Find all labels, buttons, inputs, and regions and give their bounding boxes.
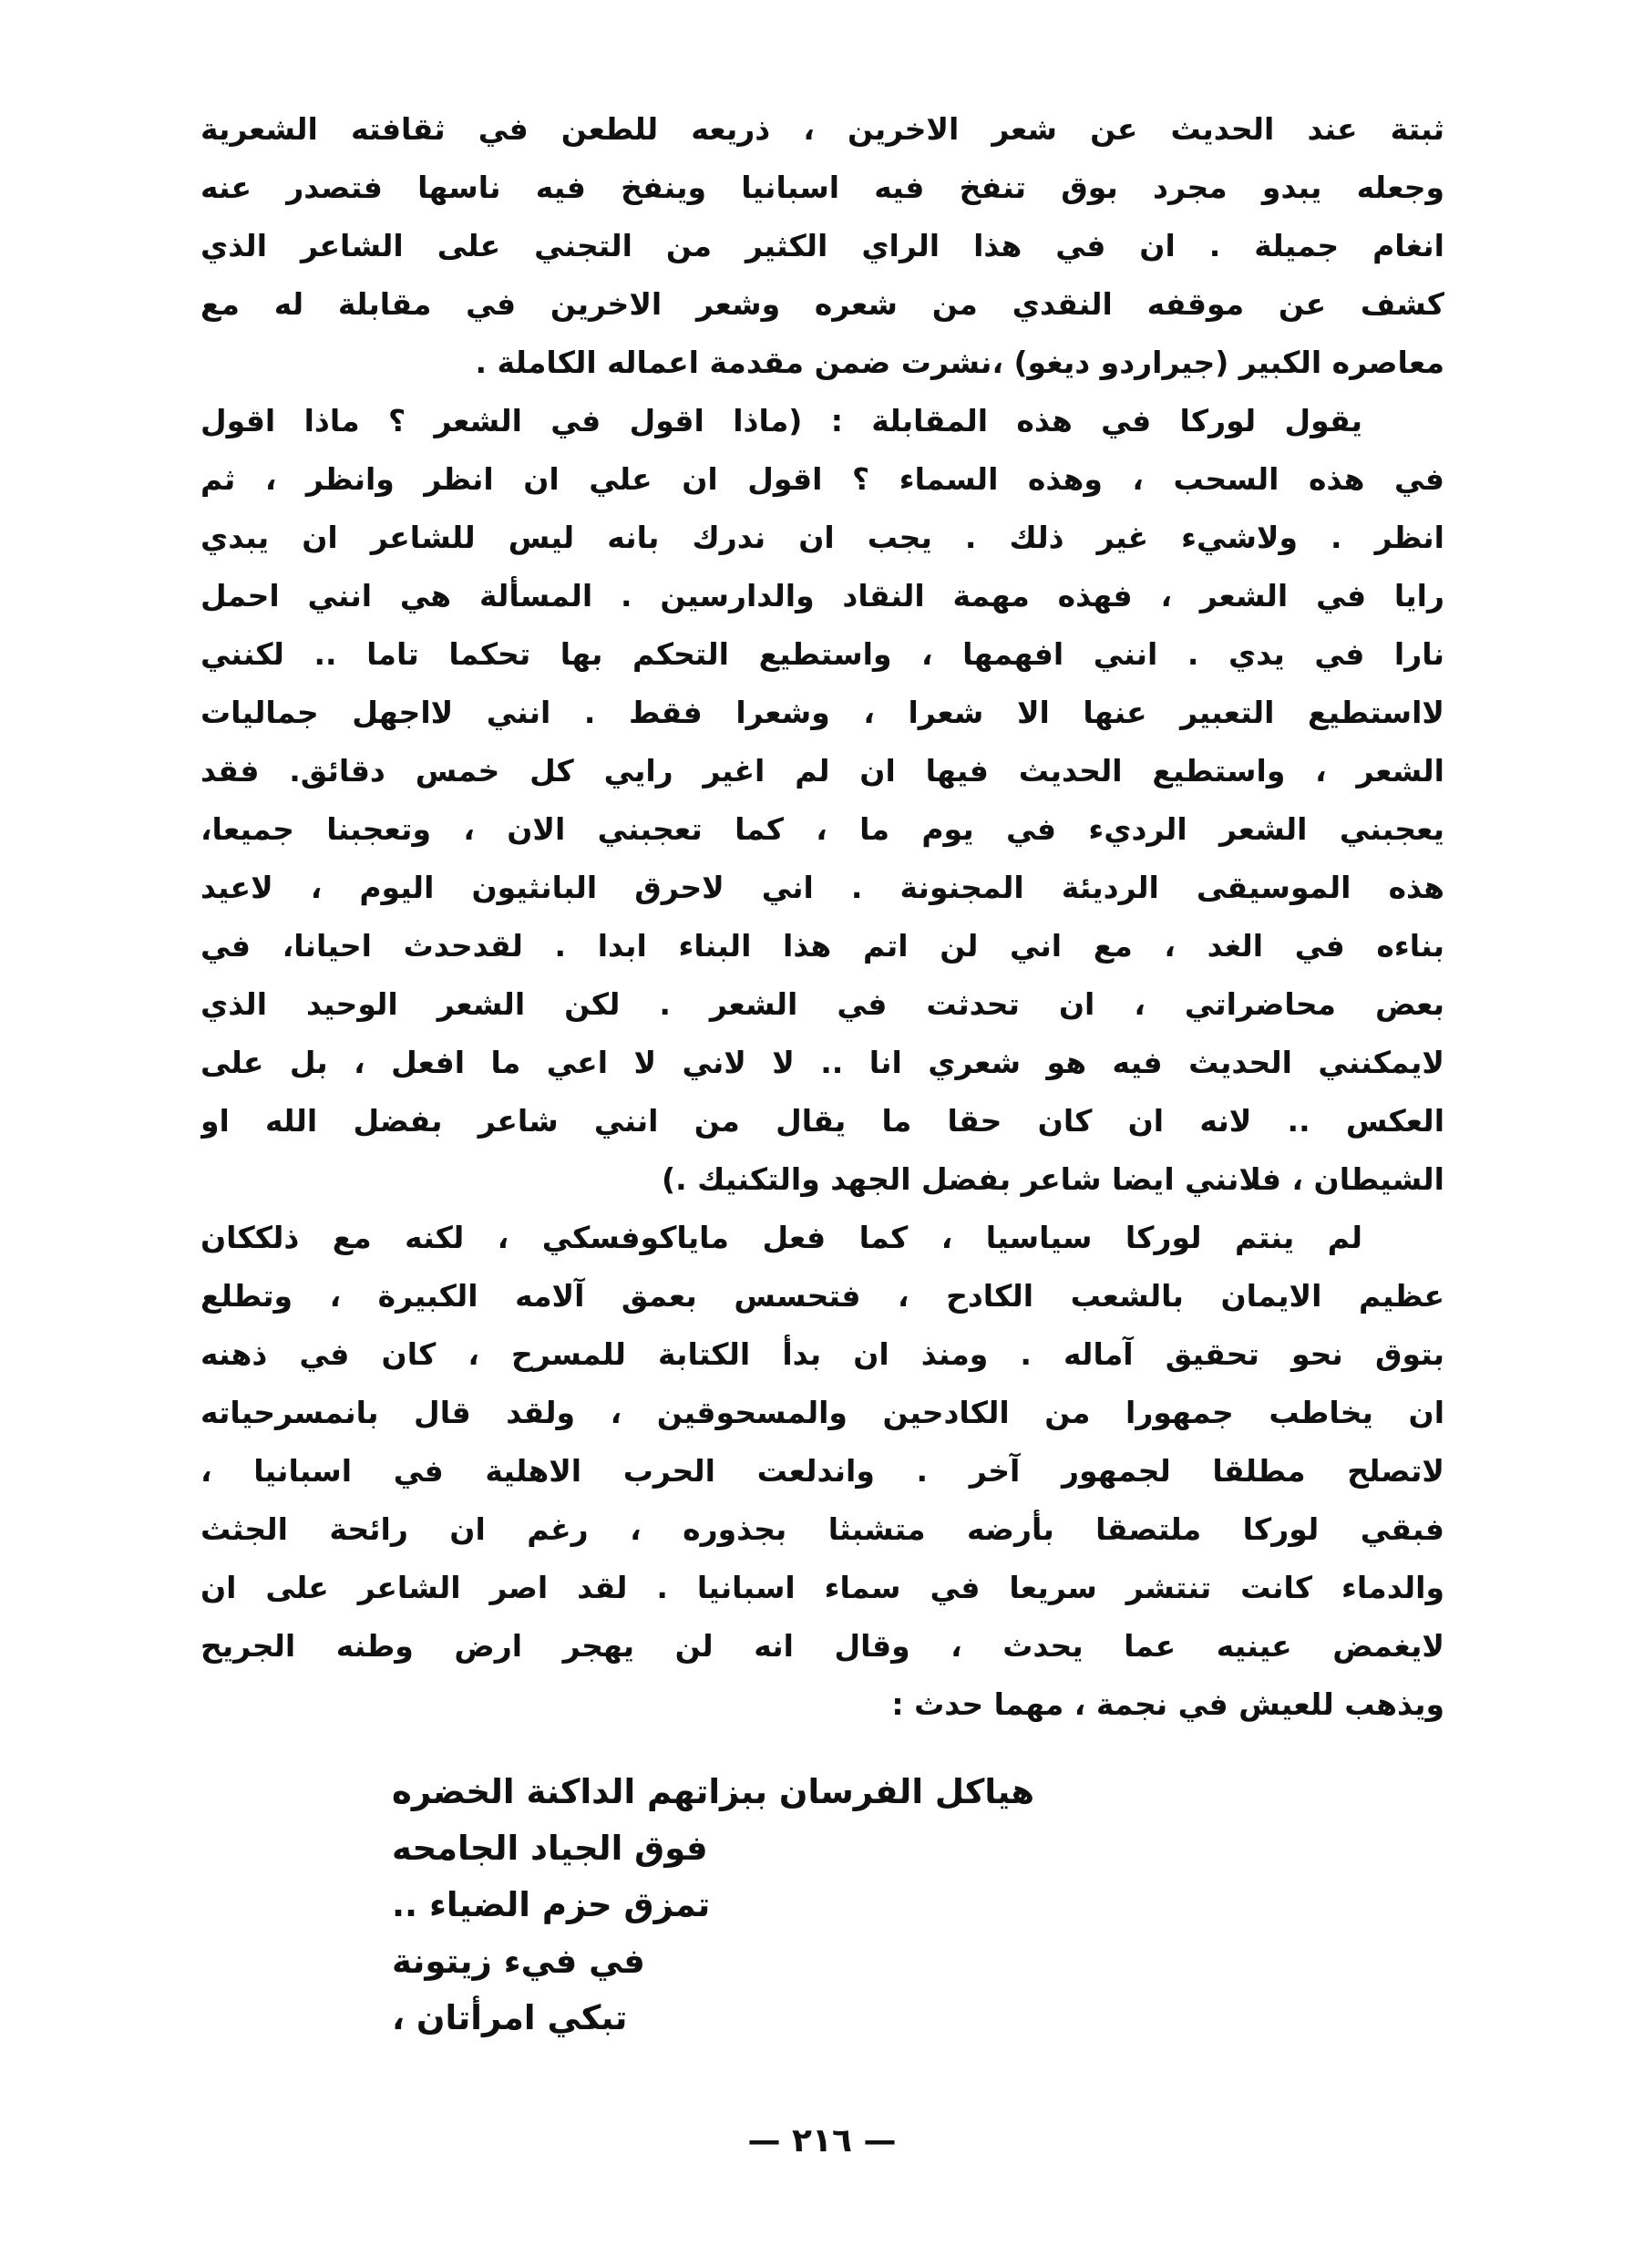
text-line: كشف عن موقفه النقدي من شعره وشعر الاخرين في مقابلة له مع <box>200 286 1444 322</box>
text-line: يعجبني الشعر الرديء في يوم ما ، كما تعجبني الان ، وتعجبنا جميعا، <box>200 811 1444 847</box>
paragraph-2 <box>200 392 1444 1209</box>
text-line: فبقي لوركا ملتصقا بأرضه متشبثا بجذوره ، رغم ان رائحة الجثث <box>200 1511 1444 1547</box>
text-line: في هذه السحب ، وهذه السماء ؟ اقول ان علي ان انظر وانظر ، ثم <box>200 461 1444 497</box>
text-line: نارا في يدي . انني افهمها ، واستطيع التحكم بها تحكما تاما .. لكنني <box>200 636 1444 672</box>
text-line: معاصره الكبير (جيراردو ديغو) ،نشرت ضمن مقدمة اعماله الكاملة . <box>475 345 1444 380</box>
text-line: لااستطيع التعبير عنها الا شعرا ، وشعرا فقط . انني لااجهل جماليات <box>200 695 1444 730</box>
text-line: لاتصلح مطلقا لجمهور آخر . واندلعت الحرب الاهلية في اسبانيا ، <box>200 1453 1444 1489</box>
text-line: لم ينتم لوركا سياسيا ، كما فعل ماياكوفسكي ، لكنه مع ذلككان <box>200 1220 1362 1255</box>
text-line: الشيطان ، فلانني ايضا شاعر بفضل الجهد والتكنيك .) <box>662 1161 1444 1197</box>
body-text <box>200 100 1444 1734</box>
text-line: انغام جميلة . ان في هذا الراي الكثير من التجني على الشاعر الذي <box>200 228 1444 263</box>
poem-line: تمزق حزم الضياء .. <box>392 1885 711 1924</box>
poem-line: في فيء زيتونة <box>392 1942 645 1981</box>
text-line: بتوق نحو تحقيق آماله . ومنذ ان بدأ الكتابة للمسرح ، كان في ذهنه <box>200 1336 1444 1372</box>
text-line: وجعله يبدو مجرد بوق تنفخ فيه اسبانيا وينفخ فيه ناسها فتصدر عنه <box>200 170 1444 205</box>
text-line: بناءه في الغد ، مع اني لن اتم هذا البناء ابدا . لقدحدث احيانا، في <box>200 928 1444 964</box>
text-line: عظيم الايمان بالشعب الكادح ، فتحسس بعمق آلامه الكبيرة ، وتطلع <box>200 1278 1444 1314</box>
poem-line: فوق الجياد الجامحه <box>392 1829 708 1868</box>
text-line: الشعر ، واستطيع الحديث فيها ان لم اغير رايي كل خمس دقائق. فقد <box>200 753 1444 789</box>
text-line: ويذهب للعيش في نجمة ، مهما حدث : <box>891 1686 1444 1722</box>
poem-line: تبكي امرأتان ، <box>392 1998 628 2037</box>
text-line: لايمكنني الحديث فيه هو شعري انا .. لا لاني لا اعي ما افعل ، بل على <box>200 1045 1444 1080</box>
page-number: — ٢١٦ — <box>747 2122 897 2160</box>
text-line: لايغمض عينيه عما يحدث ، وقال انه لن يهجر ارض وطنه الجريح <box>200 1628 1444 1664</box>
poem-line: هياكل الفرسان ببزاتهم الداكنة الخضره <box>392 1772 1035 1811</box>
text-line: ثبتة عند الحديث عن شعر الاخرين ، ذريعه للطعن في ثقافته الشعرية <box>200 111 1444 147</box>
text-line: يقول لوركا في هذه المقابلة : (ماذا اقول في الشعر ؟ ماذا اقول <box>200 403 1362 438</box>
text-line: انظر . ولاشيء غير ذلك . يجب ان ندرك بانه ليس للشاعر ان يبدي <box>200 520 1444 555</box>
paragraph-3 <box>200 1209 1444 1734</box>
paragraph-1 <box>200 100 1444 392</box>
text-line: ان يخاطب جمهورا من الكادحين والمسحوقين ، ولقد قال بانمسرحياته <box>200 1395 1444 1430</box>
text-line: العكس .. لانه ان كان حقا ما يقال من انني شاعر بفضل الله او <box>200 1103 1444 1139</box>
text-line: والدماء كانت تنتشر سريعا في سماء اسبانيا . لقد اصر الشاعر على ان <box>200 1570 1444 1605</box>
text-line: رايا في الشعر ، فهذه مهمة النقاد والدارسين . المسألة هي انني احمل <box>200 578 1444 613</box>
text-line: هذه الموسيقى الرديئة المجنونة . اني لاحرق البانثيون اليوم ، لاعيد <box>200 870 1444 905</box>
text-line: بعض محاضراتي ، ان تحدثت في الشعر . لكن الشعر الوحيد الذي <box>200 986 1444 1022</box>
poem-stanza <box>392 1764 1212 2046</box>
